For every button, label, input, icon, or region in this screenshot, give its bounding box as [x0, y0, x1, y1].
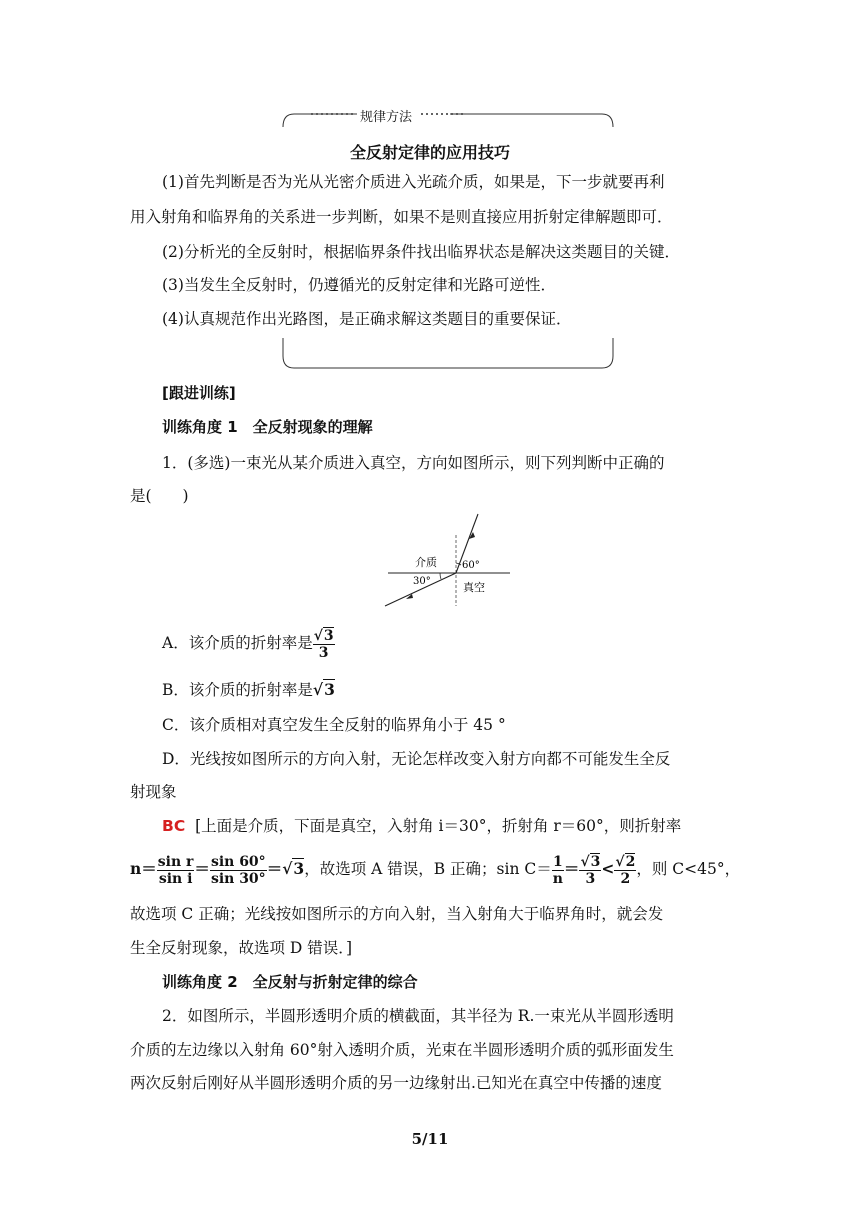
q1-stem-line1: 1．(多选)一束光从某介质进入真空，方向如图所示，则下列判断中正确的	[162, 454, 665, 472]
q1-option-d-line2: 射现象	[130, 783, 177, 801]
label-medium: 介质	[415, 556, 437, 569]
option-a-fraction: $\frac{√3}{3}$	[313, 627, 334, 661]
frac-sin60-sin30: $\frac{\sin 60^\circ}{\sin 30^\circ}$	[210, 853, 266, 887]
q2-line3: 两次反射后刚好从半圆形透明介质的另一边缘射出.已知光在真空中传播的速度	[130, 1074, 662, 1092]
frac-1-n: $\frac{1}{n}$	[552, 853, 563, 887]
angle-arc-top	[456, 563, 461, 565]
method-box-bottom-border	[282, 336, 614, 370]
frac-sqrt3-3: $\frac{√3}{3}$	[580, 853, 601, 887]
sqrt-3: √3	[282, 859, 305, 878]
angle-arc-left	[440, 573, 441, 579]
method-item-3: (3)当发生全反射时，仍遵循光的反射定律和光路可逆性．	[162, 276, 556, 294]
q1-option-d-line1: D．光线按如图所示的方向入射，无论怎样改变入射方向都不可能发生全反	[162, 750, 671, 768]
training-angle-1: 训练角度 1 全反射现象的理解	[162, 418, 373, 436]
option-a-text: A．该介质的折射率是	[162, 634, 313, 652]
frac-sqrt2-2: $\frac{√2}{2}$	[615, 853, 636, 887]
q2-line2: 介质的左边缘以入射角 60°射入透明介质，光束在半圆形透明介质的弧形面发生	[130, 1041, 674, 1059]
q2-line1: 2．如图所示，半圆形透明介质的横截面，其半径为 R.一束光从半圆形透明	[162, 1007, 674, 1025]
section-heading: [跟进训练]	[162, 384, 236, 402]
label-angle-30: 30°	[413, 576, 431, 587]
page-number: 5/11	[411, 1130, 449, 1148]
q1-option-c: C．该介质相对真空发生全反射的临界角小于 45 °	[162, 716, 506, 734]
label-vacuum: 真空	[463, 581, 485, 594]
method-box-title: 全反射定律的应用技巧	[349, 143, 510, 162]
frac-sinr-sini: $\frac{\text{sin r}}{\text{sin i}}$	[157, 853, 194, 887]
q1-explanation-line3: 故选项 C 正确；光线按如图所示的方向入射，当入射角大于临界角时，就会发	[130, 905, 664, 923]
method-item-4: (4)认真规范作出光路图，是正确求解这类题目的重要保证．	[162, 310, 572, 328]
method-item-1b: 用入射角和临界角的关系进一步判断，如果不是则直接应用折射定律解题即可．	[130, 208, 673, 226]
q1-option-a	[162, 626, 772, 661]
training-angle-2: 训练角度 2 全反射与折射定律的综合	[162, 973, 418, 991]
method-item-2: (2)分析光的全反射时，根据临界条件找出临界状态是解决这类题目的关键．	[162, 243, 680, 261]
q1-explanation-line1	[162, 809, 772, 843]
method-box-tag: 规律方法	[357, 106, 415, 125]
method-box-top-border	[282, 108, 614, 128]
q1-stem-line2: 是( )	[130, 487, 189, 505]
q1-explanation-line4: 生全反射现象，故选项 D 错误．]	[130, 939, 353, 957]
option-b-text: B．该介质的折射率是	[162, 681, 313, 699]
label-angle-60: 60°	[462, 560, 480, 571]
method-item-1a: (1)首先判断是否为光从光密介质进入光疏介质，如果是，下一步就要再利	[162, 173, 665, 191]
refraction-figure	[380, 510, 515, 610]
q1-option-b	[162, 673, 772, 707]
option-b-sqrt: √3	[312, 680, 335, 699]
exp-text-1: [上面是介质，下面是真空，入射角 i＝30°，折射角 r＝60°，则折射率	[195, 817, 682, 835]
q1-explanation-line2: n＝ $\frac{\text{sin r}}{\text{sin i}}$ ＝ $\frac{\sin 60^\circ}{\sin 30^\circ}$ ＝√3，故选项 A 错误，B 正确；sin C＝ $\frac{1}{n}$ ＝ $\frac{√3}{3}$ < $\frac{√2}{2}$ ，则 C<45°，	[130, 853, 741, 887]
answer-label: BC	[162, 817, 186, 835]
